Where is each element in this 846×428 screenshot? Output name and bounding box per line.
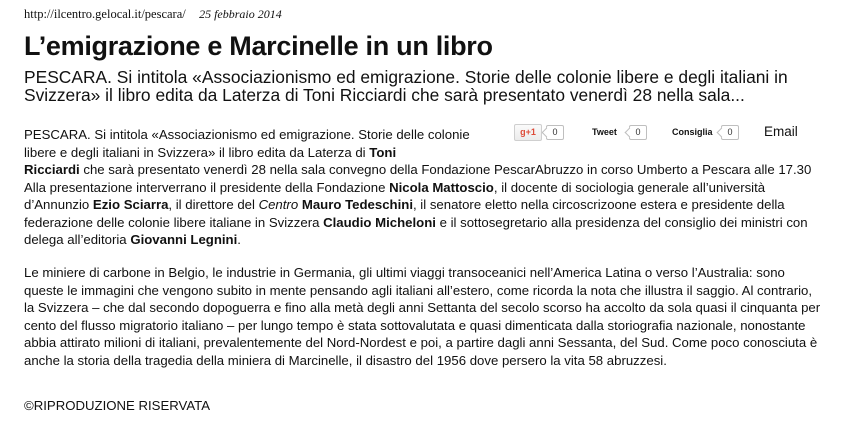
tweet-count: 0 [629, 125, 647, 140]
tweet-button[interactable]: Tweet [592, 127, 617, 137]
article-paragraph-2: Le miniere di carbone in Belgio, le industrie in Germania, gli ultimi viaggi transoceanici nell’America Latina o verso l’Australia: sono queste le immagini che vengono subito in mente pensando agli italiani all’estero, come ricorda la nota che illustra il saggio. Al contrario, la Svizzera – che dal secondo dopoguerra e fino alla metà degli anni Settanta del secolo scorso ha accolto da sola quasi il cinquanta per cento del flusso migratorio italiano – per lungo tempo è stata sottovalutata e quasi dimenticata dalla storiografia nazionale, nonostante abbia attirato milioni di italiani, prevalentemente del Nord-Nordest e poi, a partire dagli anni Sessanta, del Sud. Come poco conosciuta è anche la storia della tragedia della miniera di Marcinelle, il disastro del 1956 dove persero la vita 58 abruzzesi. [24, 265, 821, 368]
p1-text-1: PESCARA. Si intitola «Associazionismo ed emigrazione. Storie delle colonie libere e degli italiani in Svizzera» il libro edita da Laterza di [24, 127, 470, 160]
name-mattoscio: Nicola Mattoscio [389, 179, 494, 195]
article-summary: PESCARA. Si intitola «Associazionismo ed emigrazione. Storie delle colonie libere e degli italiani in Svizzera» il libro edita da Laterza di Toni Ricciardi che sarà presentato venerdì 28 nella sala... [24, 67, 788, 105]
facebook-recommend-button[interactable]: Consiglia [672, 127, 713, 137]
author-last-name: Ricciardi [24, 162, 80, 177]
source-url[interactable]: http://ilcentro.gelocal.it/pescara/ [24, 7, 186, 21]
name-sciarra: Ezio Sciarra [92, 197, 169, 213]
article-paragraph-1-intro [24, 126, 504, 161]
google-plus-button[interactable]: g+1 [514, 124, 542, 141]
newspaper-name: Centro [258, 197, 299, 213]
p1-text-3: che sarà presentato venerdì 28 nella sala convegno della Fondazione PescarAbruzzo in corso Umberto a Pescara alle 17.30 Alla presentazione interverrano il presidente della Fondazione [24, 162, 812, 195]
p1-text-9: . [237, 232, 241, 248]
p1-text-8: e il sottosegretario alla presidenza del consiglio dei ministri con delega all’editoria [24, 214, 808, 248]
google-plus-count: 0 [546, 125, 564, 140]
name-legnini: Giovanni Legnini [130, 232, 238, 248]
p1-text-4: , il docente di sociologia generale all’università d’Annunzio [24, 179, 766, 213]
p1-text-7: , il senatore eletto nella circoscrizoone estera e presidente della federazione delle colonie libere italiane in Svizzera [24, 197, 785, 230]
author-first-name: Toni [369, 144, 397, 160]
article-header [24, 7, 282, 22]
email-link[interactable]: Email [764, 124, 798, 139]
facebook-recommend-count: 0 [721, 125, 739, 140]
copyright-notice: ©RIPRODUZIONE RISERVATA [24, 398, 211, 413]
article-paragraph-1 [24, 161, 824, 249]
article-title: L’emigrazione e Marcinelle in un libro [24, 31, 493, 61]
publication-date: 25 febbraio 2014 [199, 7, 282, 21]
p1-text-5: , il direttore del [168, 197, 259, 213]
name-tedeschini: Mauro Tedeschini [301, 197, 413, 213]
name-micheloni: Claudio Micheloni [323, 214, 436, 230]
